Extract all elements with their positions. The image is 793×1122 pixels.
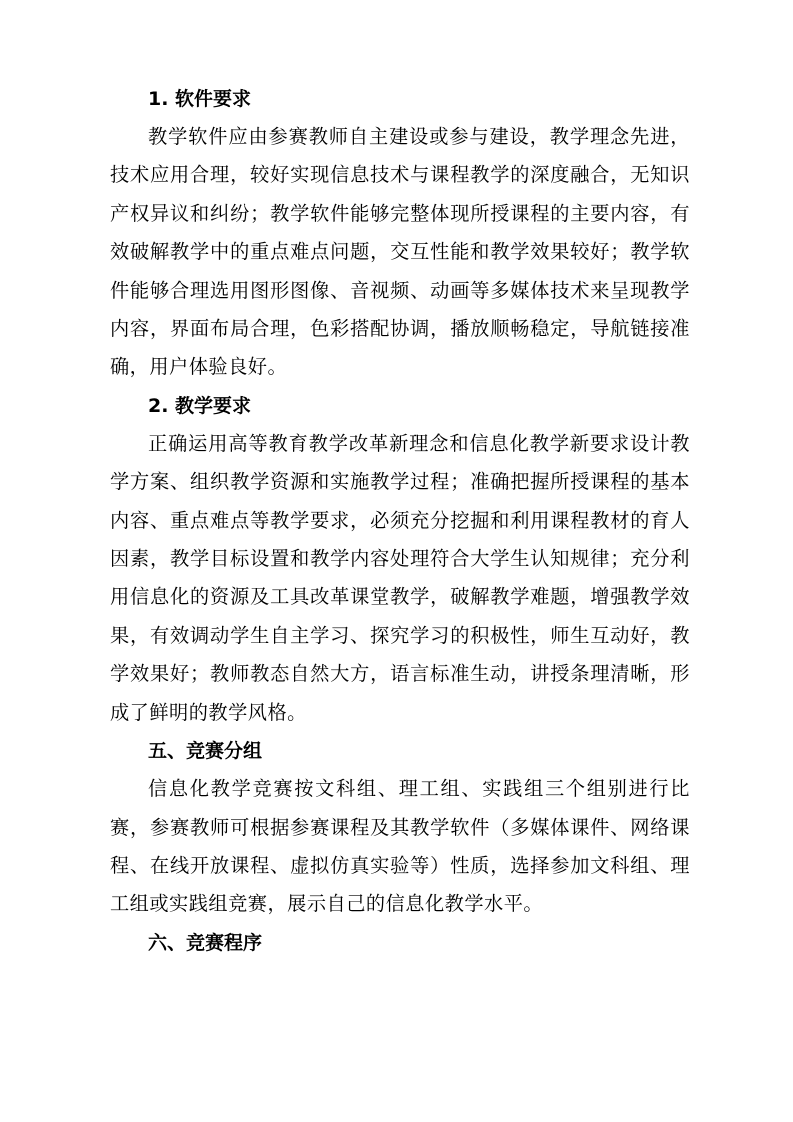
- section-paragraph-software-requirements: 教学软件应由参赛教师自主建设或参与建设，教学理念先进，技术应用合理，较好实现信息技术与课程教学的深度融合，无知识产权异议和纠纷；教学软件能够完整体现所授课程的主要内容，有效破解教学中的重点难点问题，交互性能和教学效果较好；教学软件能够合理选用图形图像、音视频、动画等多媒体技术来呈现教学内容，界面布局合理，色彩搭配协调，播放顺畅稳定，导航链接准确，用户体验良好。: [110, 125, 690, 379]
- section-heading-teaching-requirements: 2. 教学要求: [148, 394, 252, 417]
- section-heading-competition-groups: 五、竞赛分组: [148, 740, 263, 763]
- section-paragraph-competition-groups: 信息化教学竞赛按文科组、理工组、实践组三个组别进行比赛，参赛教师可根据参赛课程及其教学软件（多媒体课件、网络课程、在线开放课程、虚拟仿真实验等）性质，选择参加文科组、理工组或实践组竞赛，展示自己的信息化教学水平。: [110, 777, 690, 916]
- section-heading-competition-procedure: 六、竞赛程序: [148, 931, 263, 954]
- document-body: [110, 80, 690, 962]
- section-heading-software-requirements: 1. 软件要求: [148, 88, 252, 110]
- section-paragraph-teaching-requirements: 正确运用高等教育教学改革新理念和信息化教学新要求设计教学方案、组织教学资源和实施教学过程；准确把握所授课程的基本内容、重点难点等教学要求，必须充分挖掘和利用课程教材的育人因素，教学目标设置和教学内容处理符合大学生认知规律；充分利用信息化的资源及工具改革课堂教学，破解教学难题，增强教学效果，有效调动学生自主学习、探究学习的积极性，师生互动好，教学效果好；教师教态自然大方，语言标准生动，讲授条理清晰，形成了鲜明的教学风格。: [110, 431, 690, 724]
